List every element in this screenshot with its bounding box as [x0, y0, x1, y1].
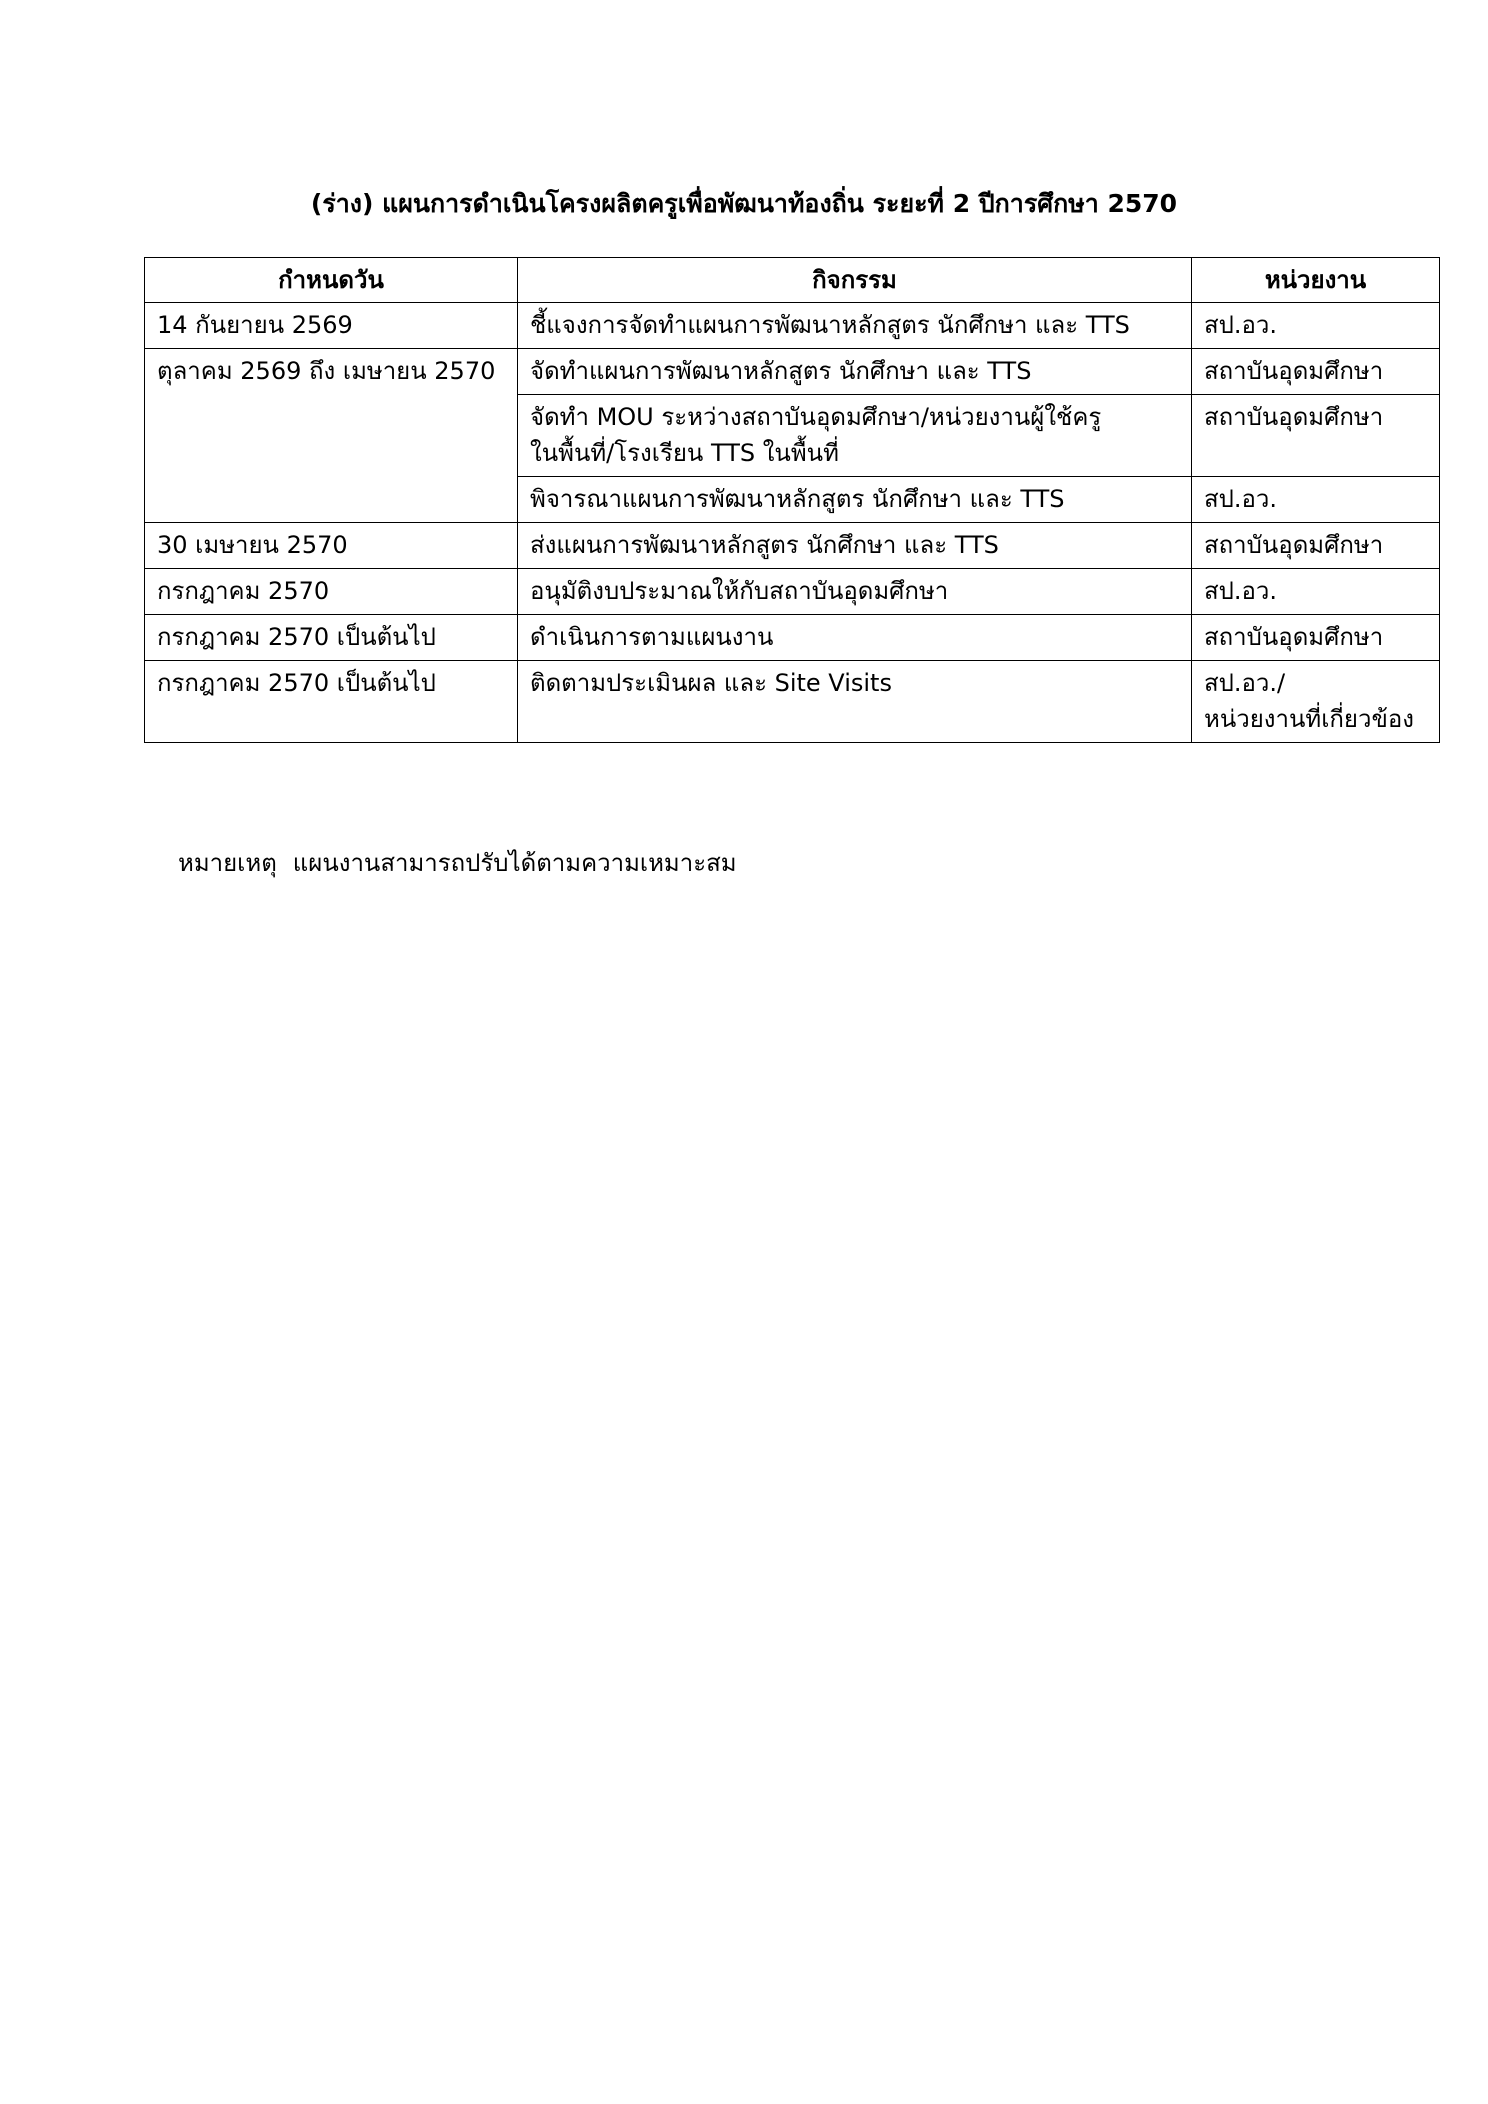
- header-activity: กิจกรรม: [518, 258, 1192, 303]
- header-date: กำหนดวัน: [145, 258, 518, 303]
- row-date: 14 กันยายน 2569: [145, 303, 518, 349]
- row-activity: พิจารณาแผนการพัฒนาหลักสูตร นักศึกษา และ TTS: [518, 477, 1192, 523]
- row-activity: ติดตามประเมินผล และ Site Visits: [518, 661, 1192, 743]
- row-activity: จัดทำแผนการพัฒนาหลักสูตร นักศึกษา และ TTS: [518, 349, 1192, 395]
- header-unit: หน่วยงาน: [1192, 258, 1440, 303]
- table-row: [145, 303, 1440, 349]
- table-row: [145, 661, 1440, 743]
- table-row: [145, 615, 1440, 661]
- row-date: กรกฎาคม 2570 เป็นต้นไป: [145, 661, 518, 743]
- note: [178, 845, 737, 881]
- row-activity: อนุมัติงบประมาณให้กับสถาบันอุดมศึกษา: [518, 569, 1192, 615]
- row-activity: ส่งแผนการพัฒนาหลักสูตร นักศึกษา และ TTS: [518, 523, 1192, 569]
- row-unit: สป.อว.: [1192, 303, 1440, 349]
- row-unit: สป.อว.: [1192, 569, 1440, 615]
- table-row: [145, 349, 1440, 395]
- row-activity: ดำเนินการตามแผนงาน: [518, 615, 1192, 661]
- table-row: [145, 569, 1440, 615]
- plan-table: [144, 257, 1440, 743]
- table-header-row: [145, 258, 1440, 303]
- row-date: กรกฎาคม 2570: [145, 569, 518, 615]
- document-title: (ร่าง) แผนการดำเนินโครงผลิตครูเพื่อพัฒนาท้องถิ่น ระยะที่ 2 ปีการศึกษา 2570: [310, 189, 1178, 218]
- row-activity: จัดทำ MOU ระหว่างสถาบันอุดมศึกษา/หน่วยงานผู้ใช้ครู ในพื้นที่/โรงเรียน TTS ในพื้นที่: [518, 395, 1192, 477]
- row-date: 30 เมษายน 2570: [145, 523, 518, 569]
- row-unit: สถาบันอุดมศึกษา: [1192, 395, 1440, 477]
- row-unit: สถาบันอุดมศึกษา: [1192, 349, 1440, 395]
- note-label: หมายเหตุ: [178, 849, 277, 877]
- row-activity: ชี้แจงการจัดทำแผนการพัฒนาหลักสูตร นักศึกษา และ TTS: [518, 303, 1192, 349]
- row-unit: สป.อว./ หน่วยงานที่เกี่ยวข้อง: [1192, 661, 1440, 743]
- row-unit: สป.อว.: [1192, 477, 1440, 523]
- row-date: กรกฎาคม 2570 เป็นต้นไป: [145, 615, 518, 661]
- row-date: ตุลาคม 2569 ถึง เมษายน 2570: [145, 349, 518, 523]
- note-text: แผนงานสามารถปรับได้ตามความเหมาะสม: [292, 849, 737, 877]
- table-row: [145, 523, 1440, 569]
- row-unit: สถาบันอุดมศึกษา: [1192, 615, 1440, 661]
- row-unit: สถาบันอุดมศึกษา: [1192, 523, 1440, 569]
